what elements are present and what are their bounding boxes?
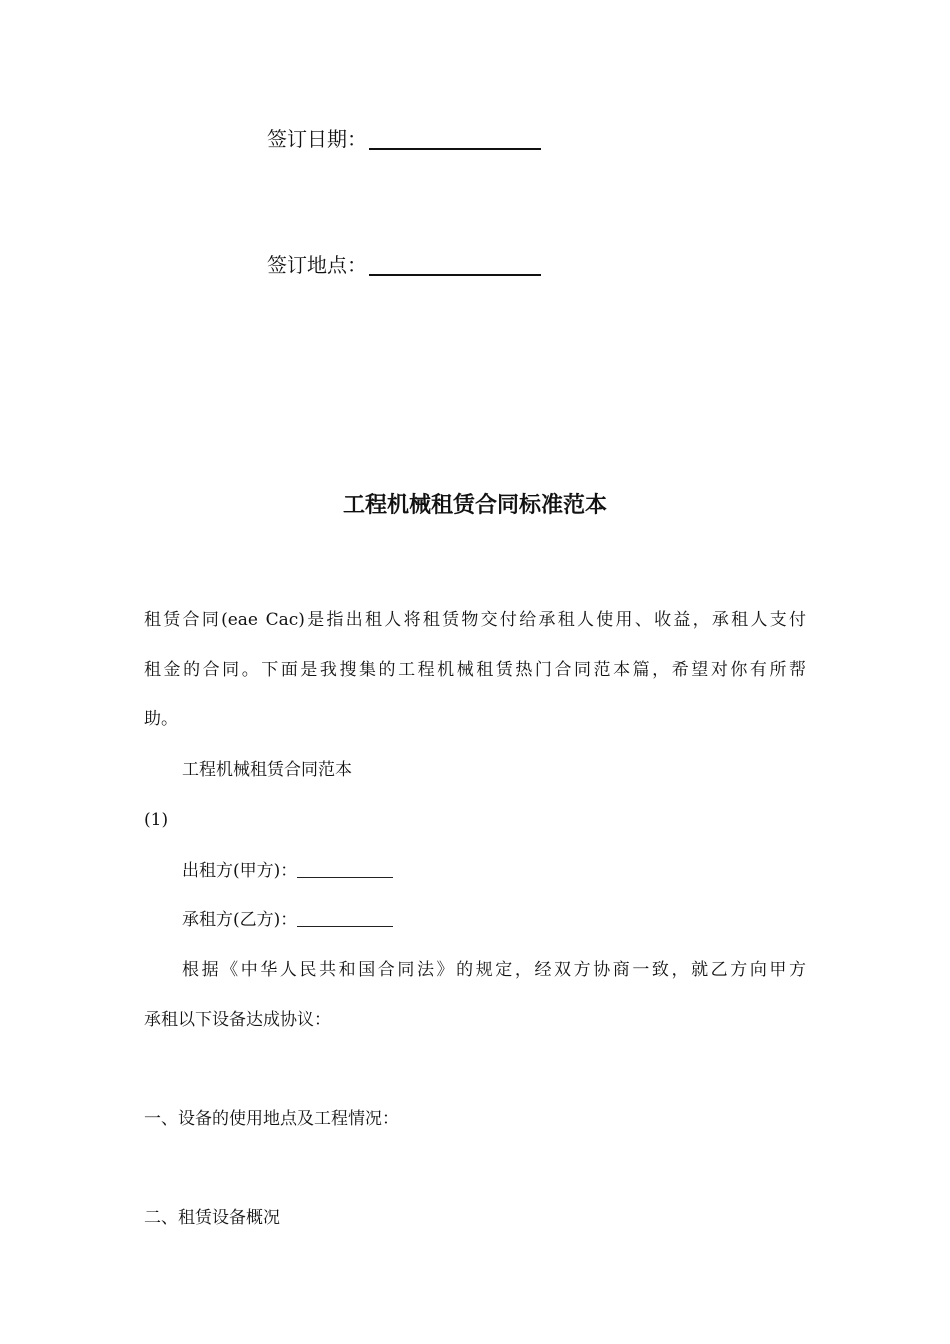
lessee-blank[interactable] (297, 908, 393, 927)
lessee-row (182, 908, 393, 932)
signing-date-blank[interactable] (369, 126, 541, 150)
lessee-label: 承租方(乙方)： (182, 910, 298, 930)
signing-date-row (267, 126, 541, 152)
signing-place-label: 签订地点： (267, 253, 367, 277)
lessor-label: 出租方(甲方)： (182, 861, 298, 881)
lessor-blank[interactable] (297, 859, 393, 878)
clause-line-1: 根据《中华人民共和国合同法》的规定，经双方协商一致，就乙方向甲方 (182, 960, 806, 980)
signing-date-label: 签订日期： (267, 127, 367, 151)
intro-line-3: 助。 (144, 709, 178, 729)
intro-line-2: 租金的合同。下面是我搜集的工程机械租赁热门合同范本篇，希望对你有所帮 (144, 660, 806, 680)
contract-number: (1) (144, 810, 169, 830)
intro-line-1: 租赁合同(eae Cac)是指出租人将租赁物交付给承租人使用、收益，承租人支付 (144, 610, 806, 630)
signing-place-row (267, 252, 541, 278)
section-heading-2: 二、租赁设备概况 (144, 1208, 280, 1228)
signing-place-blank[interactable] (369, 252, 541, 276)
section-heading-1: 一、设备的使用地点及工程情况： (144, 1109, 399, 1129)
contract-subtitle: 工程机械租赁合同范本 (182, 760, 352, 780)
lessor-row (182, 859, 393, 883)
clause-line-2: 承租以下设备达成协议： (144, 1010, 331, 1030)
document-title: 工程机械租赁合同标准范本 (342, 492, 607, 518)
